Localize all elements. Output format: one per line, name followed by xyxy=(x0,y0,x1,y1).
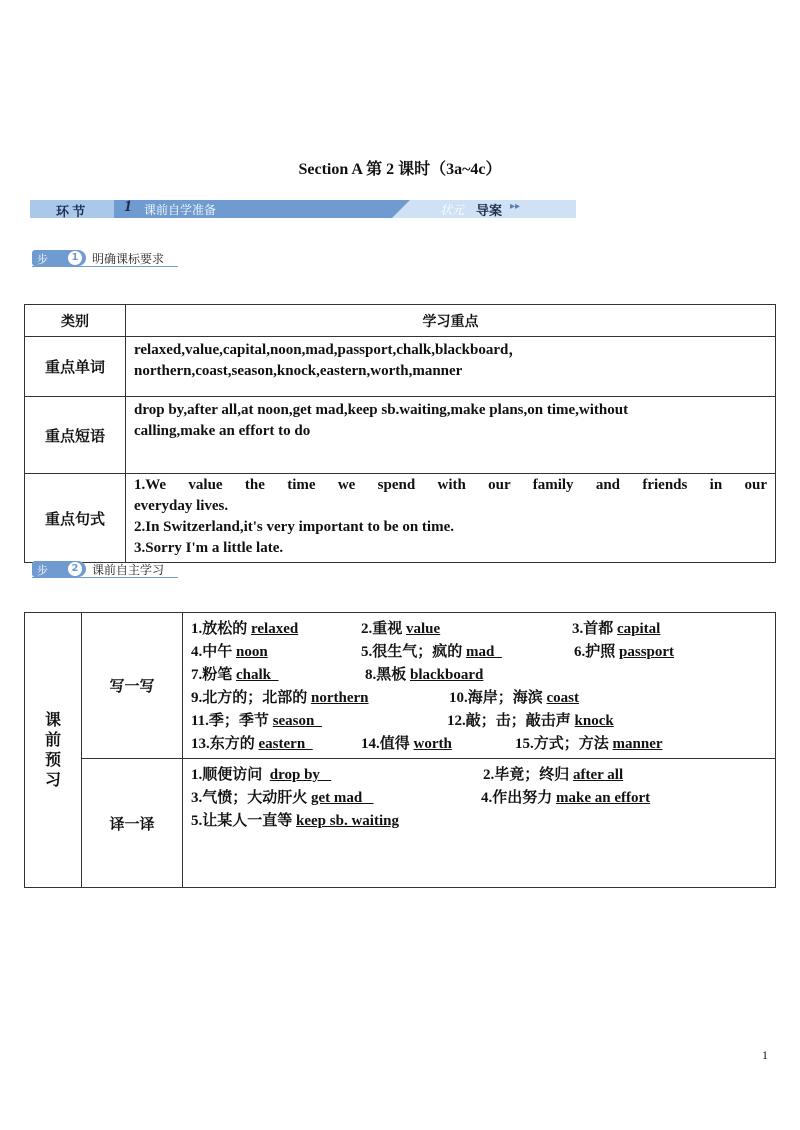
brand-a: 状元 xyxy=(440,203,465,217)
answer: coast xyxy=(546,690,580,706)
key-points-table xyxy=(24,304,776,563)
answer: noon xyxy=(236,644,268,660)
step-underline xyxy=(32,577,178,578)
step-number: 2 xyxy=(68,562,82,576)
list-item: 7.粉笔 chalk 8.黑板 blackboard xyxy=(191,667,484,683)
section-banner xyxy=(30,200,576,218)
row-line: northern,coast,season,knock,eastern,worth,manner xyxy=(134,363,463,379)
list-item: 4.中午 noon 5.很生气；疯的 mad 6.护照 passport xyxy=(191,644,675,660)
side-char: 课 xyxy=(44,710,61,729)
step-title: 明确课标要求 xyxy=(92,252,165,266)
stage-name: 课前自学准备 xyxy=(144,203,217,217)
row-line: 2.In Switzerland,it's very important to be on time. xyxy=(134,519,454,535)
step-title: 课前自主学习 xyxy=(92,563,165,577)
answer: knock xyxy=(574,713,614,729)
list-item: 5.让某人一直等 keep sb. waiting xyxy=(191,813,399,829)
write-section xyxy=(183,613,776,759)
step-number: 1 xyxy=(68,251,82,265)
table-row xyxy=(25,337,776,397)
page-title: Section A 第 2 课时（3a~4c） xyxy=(298,161,502,178)
answer: capital xyxy=(617,621,661,637)
answer: season xyxy=(272,713,322,729)
row-category: 重点单词 xyxy=(25,337,126,397)
table-row xyxy=(25,397,776,474)
write-label: 写一写 xyxy=(82,613,183,759)
list-item: 11.季；季节 season 12.敲；击；敲击声 knock xyxy=(191,713,614,729)
stage-number: 1 xyxy=(124,198,132,215)
row-line: everyday lives. xyxy=(134,498,229,514)
header-key-points: 学习重点 xyxy=(126,305,776,337)
list-item: 13.东方的 eastern 14.值得 worth 15.方式；方法 manner xyxy=(191,736,663,752)
page-number: 1 xyxy=(762,1048,768,1062)
answer: passport xyxy=(619,644,675,660)
answer: blackboard xyxy=(410,667,484,683)
answer: value xyxy=(406,621,441,637)
list-item: 1.顺便访问 drop by 2.毕竟；终归 after all xyxy=(191,767,624,783)
stage-label: 环 节 xyxy=(56,204,86,219)
answer: relaxed xyxy=(251,621,299,637)
answer: drop by xyxy=(269,767,332,783)
translate-section xyxy=(183,759,776,888)
side-char: 习 xyxy=(44,770,61,789)
table-row xyxy=(25,474,776,563)
row-line: drop by,after all,at noon,get mad,keep sb.waiting,make plans,on time,without xyxy=(134,402,629,418)
side-label xyxy=(25,613,82,888)
step-underline xyxy=(32,266,178,267)
row-line: calling,make an effort to do xyxy=(134,423,311,439)
answer: chalk xyxy=(236,667,279,683)
brand-b: 导案 xyxy=(476,204,503,219)
list-item: 3.气愤；大动肝火 get mad 4.作出努力 make an effort xyxy=(191,790,651,806)
row-line: 3.Sorry I'm a little late. xyxy=(134,540,284,556)
list-item: 9.北方的；北部的 northern 10.海岸；海滨 coast xyxy=(191,690,580,706)
answer: get mad xyxy=(311,790,374,806)
step-label: 步骤 xyxy=(37,253,48,282)
row-line: relaxed,value,capital,noon,mad,passport,chalk,blackboard， xyxy=(134,342,524,358)
answer: northern xyxy=(311,690,369,706)
arrows-icon: ▸▸ xyxy=(510,201,521,212)
side-char: 预 xyxy=(44,750,61,769)
preview-table xyxy=(24,612,776,888)
answer: manner xyxy=(612,736,663,752)
answer: worth xyxy=(413,736,452,752)
answer: make an effort xyxy=(556,790,651,806)
translate-label: 译一译 xyxy=(82,759,183,888)
row-line: 1.We value the time we spend with our family and friends in our xyxy=(134,477,767,493)
row-category: 重点句式 xyxy=(25,474,126,563)
answer: keep sb. waiting xyxy=(296,813,399,829)
step-label: 步骤 xyxy=(37,564,48,593)
side-char: 前 xyxy=(44,730,61,749)
answer: eastern xyxy=(258,736,313,752)
list-item: 1.放松的 relaxed 2.重视 value 3.首都 capital xyxy=(191,621,661,637)
row-category: 重点短语 xyxy=(25,397,126,474)
header-category: 类别 xyxy=(25,305,126,337)
answer: mad xyxy=(466,644,502,660)
answer: after all xyxy=(573,767,624,783)
